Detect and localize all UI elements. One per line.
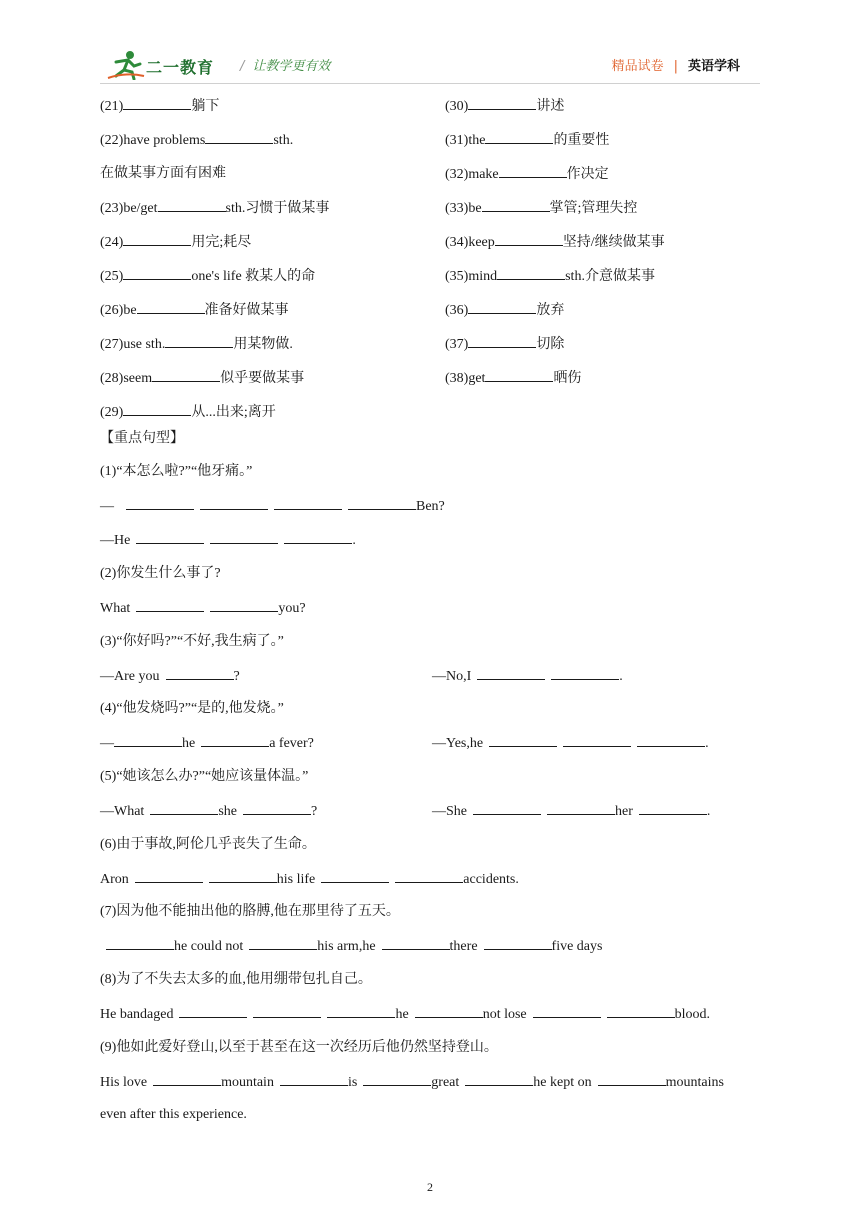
vocab-item: (36) 放弃 (445, 303, 565, 318)
answer-blank[interactable] (637, 734, 705, 747)
answer-blank[interactable] (210, 599, 278, 612)
sentence-answer: —No,I . (432, 669, 623, 684)
answer-blank[interactable] (210, 531, 278, 544)
answer-blank[interactable] (321, 870, 389, 883)
answer-blank[interactable] (327, 1005, 395, 1018)
sentence-answer: —She her . (432, 804, 711, 819)
answer-blank[interactable] (533, 1005, 601, 1018)
sentence-answer: he could not his arm,he there five days (106, 937, 602, 956)
sentence-answer: — Ben? (100, 499, 445, 514)
logo-text: 二一教育 (146, 58, 215, 77)
page-number: 2 (427, 1180, 433, 1194)
sentence-answer: He bandaged he not lose blood. (100, 1007, 711, 1022)
answer-blank[interactable] (126, 497, 194, 510)
answer-blank[interactable] (153, 1073, 221, 1086)
sentence-prompt: (3)“你好吗?”“不好,我生病了。” (100, 634, 284, 649)
sentence-prompt: (5)“她该怎么办?”“她应该量体温。” (100, 769, 309, 784)
answer-blank[interactable] (123, 267, 191, 280)
answer-blank[interactable] (468, 97, 536, 110)
subject-label: 英语学科 (687, 59, 740, 74)
section-title: 【重点句型】 (100, 431, 184, 446)
slogan-text: 让教学更有效 (252, 59, 331, 74)
answer-blank[interactable] (166, 667, 234, 680)
brand (612, 55, 740, 74)
answer-blank[interactable] (468, 301, 536, 314)
answer-blank[interactable] (348, 497, 416, 510)
answer-blank[interactable] (639, 802, 707, 815)
sentence-answer-continued: even after this experience. (100, 1107, 247, 1122)
answer-blank[interactable] (395, 870, 463, 883)
sentence-answer: His love mountain is great he kept on mountains (100, 1075, 724, 1090)
answer-blank[interactable] (598, 1073, 666, 1086)
answer-blank[interactable] (280, 1073, 348, 1086)
sentence-answer: —Are you ? (100, 669, 240, 684)
answer-blank[interactable] (607, 1005, 675, 1018)
answer-blank[interactable] (106, 937, 174, 950)
sentence-answer: Aron his life accidents. (100, 872, 519, 887)
vocab-item: (35)mind sth.介意做某事 (445, 269, 655, 284)
answer-blank[interactable] (123, 233, 191, 246)
vocab-item: (31)the 的重要性 (445, 133, 610, 148)
vocab-item: (26)be 准备好做某事 (100, 303, 289, 318)
answer-blank[interactable] (123, 97, 191, 110)
answer-blank[interactable] (465, 1073, 533, 1086)
runner-icon (106, 50, 146, 80)
answer-blank[interactable] (284, 531, 352, 544)
answer-blank[interactable] (499, 165, 567, 178)
answer-blank[interactable] (123, 403, 191, 416)
answer-blank[interactable] (382, 937, 450, 950)
answer-blank[interactable] (485, 369, 553, 382)
sentence-prompt: (7)因为他不能抽出他的胳膊,他在那里待了五天。 (100, 904, 400, 919)
sentence-prompt: (9)他如此爱好登山,以至于甚至在这一次经历后他仍然坚持登山。 (100, 1040, 498, 1055)
header-divider (100, 83, 760, 84)
vocab-item: (29) 从...出来;离开 (100, 405, 276, 420)
answer-blank[interactable] (165, 335, 233, 348)
answer-blank[interactable] (468, 335, 536, 348)
answer-blank[interactable] (243, 802, 311, 815)
answer-blank[interactable] (150, 802, 218, 815)
answer-blank[interactable] (152, 369, 220, 382)
answer-blank[interactable] (477, 667, 545, 680)
vocab-item: (23)be/get sth.习惯于做某事 (100, 201, 330, 216)
answer-blank[interactable] (114, 734, 182, 747)
sentence-answer: — he a fever? (100, 736, 314, 751)
vocab-item: (22)have problems sth. (100, 133, 294, 148)
sentence-prompt: (6)由于事故,阿伦几乎丧失了生命。 (100, 837, 316, 852)
sentence-answer: —He . (100, 533, 356, 548)
sentence-answer: —What she ? (100, 804, 318, 819)
answer-blank[interactable] (551, 667, 619, 680)
vocab-item: (30) 讲述 (445, 99, 565, 114)
sentence-answer: —Yes,he . (432, 736, 709, 751)
vocab-item: (25) one's life 救某人的命 (100, 269, 316, 284)
sentence-prompt: (8)为了不失去太多的血,他用绷带包扎自己。 (100, 972, 372, 987)
sentence-prompt: (2)你发生什么事了? (100, 566, 221, 581)
vocab-item: (27)use sth. 用某物做. (100, 337, 293, 352)
brand-label: 精品试卷 (611, 59, 664, 74)
page-header (100, 48, 760, 82)
answer-blank[interactable] (274, 497, 342, 510)
answer-blank[interactable] (205, 131, 273, 144)
vocab-item: (24) 用完;耗尽 (100, 235, 252, 250)
answer-blank[interactable] (209, 870, 277, 883)
vocab-item: (21) 躺下 (100, 99, 220, 114)
answer-blank[interactable] (363, 1073, 431, 1086)
logo (106, 50, 226, 80)
slogan-separator: / (240, 59, 245, 74)
answer-blank[interactable] (200, 497, 268, 510)
answer-blank[interactable] (484, 937, 552, 950)
answer-blank[interactable] (495, 233, 563, 246)
vocab-item: (34)keep 坚持/继续做某事 (445, 235, 665, 250)
answer-blank[interactable] (137, 301, 205, 314)
vocab-item: (37) 切除 (445, 337, 565, 352)
answer-blank[interactable] (135, 870, 203, 883)
answer-blank[interactable] (482, 199, 550, 212)
answer-blank[interactable] (249, 937, 317, 950)
vocab-item: (33)be 掌管;管理失控 (445, 201, 638, 216)
vocab-item: (28)seem 似乎要做某事 (100, 371, 305, 386)
answer-blank[interactable] (136, 599, 204, 612)
answer-blank[interactable] (485, 131, 553, 144)
answer-blank[interactable] (136, 531, 204, 544)
answer-blank[interactable] (489, 734, 557, 747)
sentence-prompt: (4)“他发烧吗?”“是的,他发烧。” (100, 701, 284, 716)
sentence-answer: What you? (100, 601, 306, 616)
answer-blank[interactable] (201, 734, 269, 747)
answer-blank[interactable] (473, 802, 541, 815)
answer-blank[interactable] (179, 1005, 247, 1018)
answer-blank[interactable] (563, 734, 631, 747)
brand-separator: | (673, 59, 678, 74)
slogan (240, 55, 330, 74)
answer-blank[interactable] (547, 802, 615, 815)
vocab-item: (38)get 晒伤 (445, 371, 582, 386)
answer-blank[interactable] (497, 267, 565, 280)
sentence-prompt: (1)“本怎么啦?”“他牙痛。” (100, 464, 253, 479)
answer-blank[interactable] (253, 1005, 321, 1018)
answer-blank[interactable] (415, 1005, 483, 1018)
vocab-item: (32)make 作决定 (445, 167, 609, 182)
vocab-item-translation: 在做某事方面有困难 (100, 166, 226, 181)
answer-blank[interactable] (158, 199, 226, 212)
